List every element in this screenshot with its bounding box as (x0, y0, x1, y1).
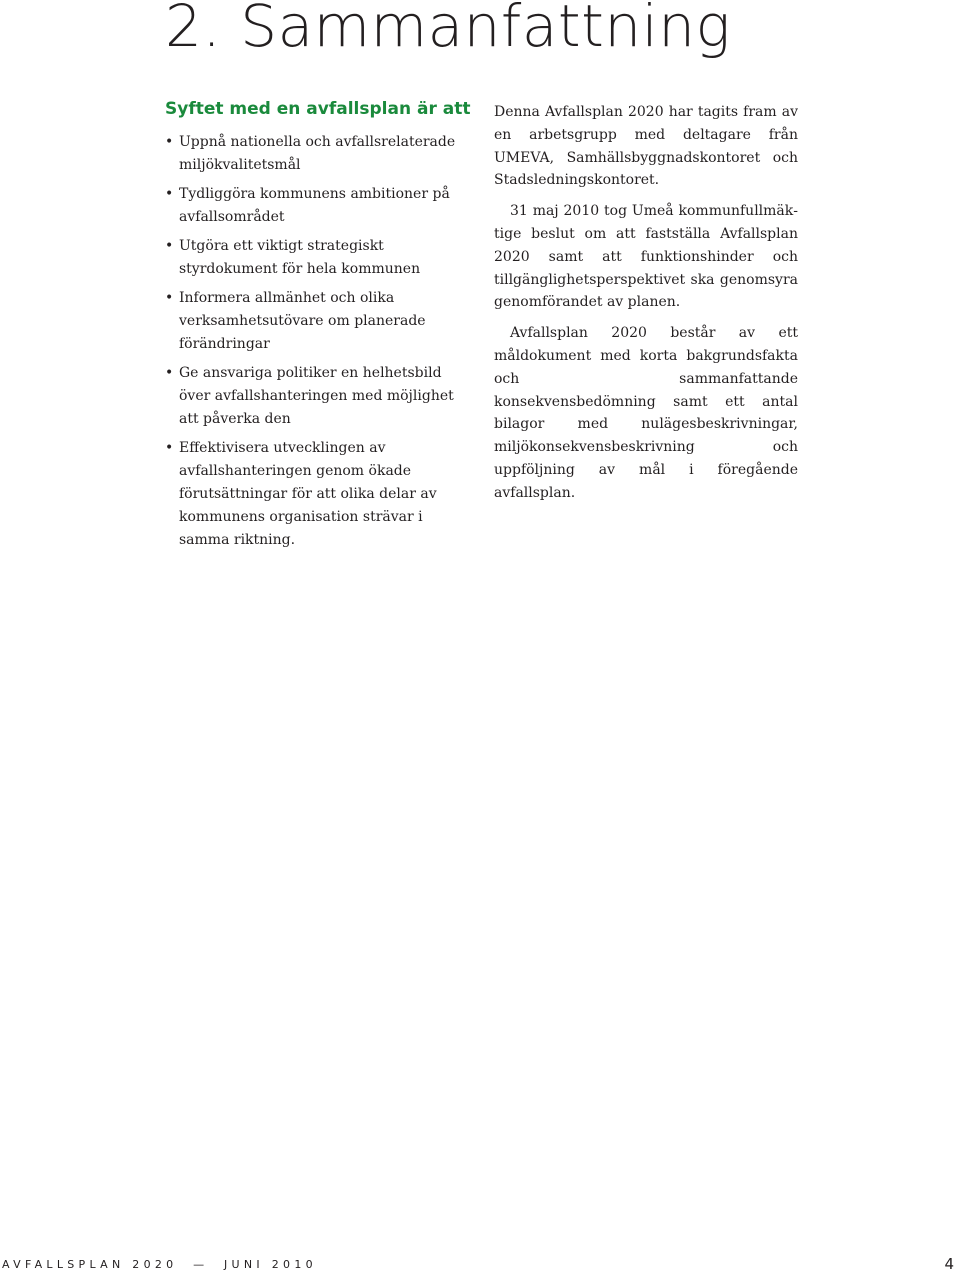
bullet-icon: • (165, 440, 174, 456)
bullet-icon: • (165, 134, 174, 150)
bullet-icon: • (165, 365, 174, 381)
purpose-bullet-list (165, 131, 465, 552)
body-paragraph: Avfallsplan 2020 består av ett måldokument med korta bakgrundsfakta och sammanfattande konsekvensbedömning samt ett antal bilagor med nulägesbeskrivningar, miljökonsekvensbeskrivning och uppföljning av mål i föregående avfallsplan. (494, 325, 798, 501)
list-item (165, 362, 465, 431)
body-paragraph: 31 maj 2010 tog Umeå kommunfullmäktige beslut om att fastställa Avfallsplan 2020 samt att funktionshinder och tillgänglighetsperspektivet ska genomsyra genomförandet av planen. (494, 203, 798, 311)
list-item-text: Utgöra ett viktigt strategiskt styrdokument för hela kommunen (179, 238, 421, 277)
body-text-column (494, 101, 798, 513)
list-item (165, 235, 465, 281)
page-title: 2. Sammanfattning (165, 0, 731, 60)
section-heading: Syftet med en avfallsplan är att (165, 99, 471, 119)
list-item-text: Uppnå nationella och avfallsrelaterade miljökvalitetsmål (179, 134, 456, 173)
page-number: 4 (944, 1255, 954, 1273)
list-item-text: Informera allmänhet och olika verksamhetsutövare om planerade förändringar (179, 290, 426, 352)
body-paragraph: Denna Avfallsplan 2020 har tagits fram av en arbetsgrupp med deltagare från UMEVA, Samhällsbyggnadskontoret och Stadsledningskontoret. (494, 104, 798, 189)
list-item (165, 437, 465, 552)
bullet-icon: • (165, 238, 174, 254)
list-item-text: Effektivisera utvecklingen av avfallshanteringen genom ökade förutsättningar för att olika delar av kommunens organisation strävar i samma riktning. (179, 440, 437, 548)
footer-label: AVFALLSPLAN 2020 — JUNI 2010 (2, 1258, 317, 1271)
purpose-section (165, 96, 471, 558)
list-item-text: Ge ansvariga politiker en helhetsbild över avfallshanteringen med möjlighet att påverka den (179, 365, 454, 427)
bullet-icon: • (165, 290, 174, 306)
list-item (165, 183, 465, 229)
list-item (165, 131, 465, 177)
list-item-text: Tydliggöra kommunens ambitioner på avfallsområdet (179, 186, 450, 225)
list-item (165, 287, 465, 356)
page-footer (0, 1256, 960, 1278)
bullet-icon: • (165, 186, 174, 202)
